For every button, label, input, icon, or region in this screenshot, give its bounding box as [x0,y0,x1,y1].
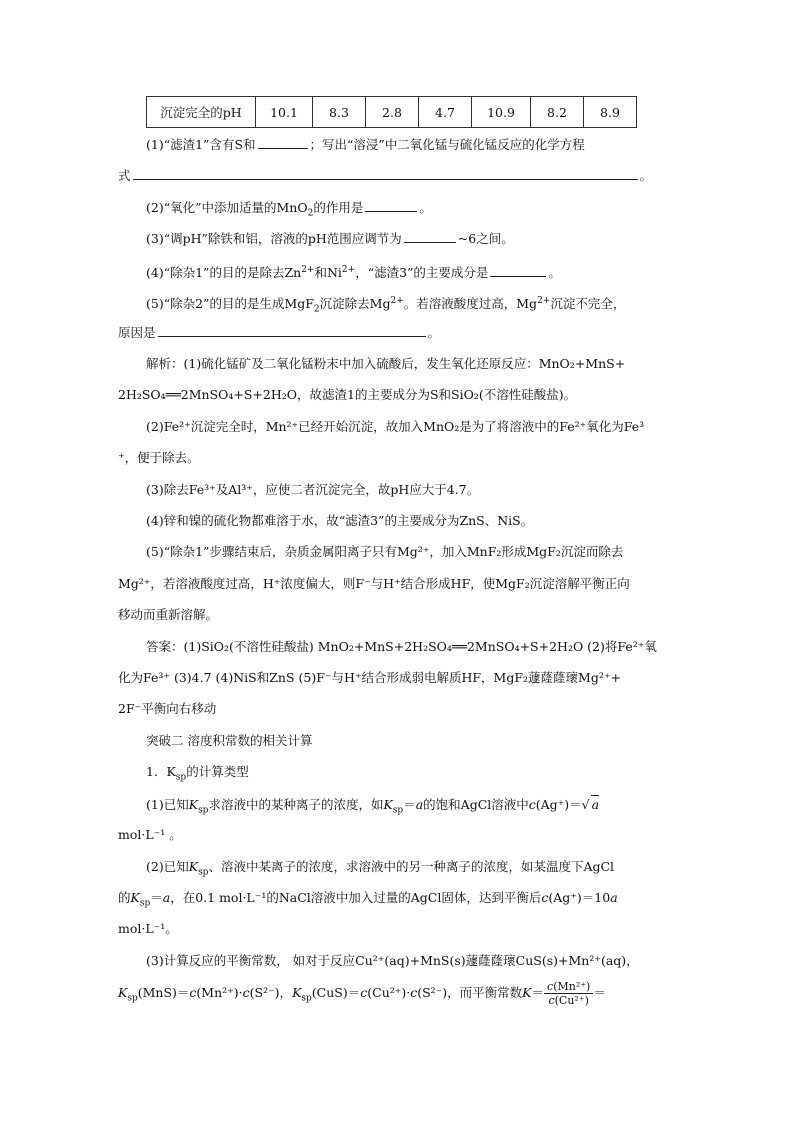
calc-2-cont: 的$K_{sp}=a$，在0.1 mol·L⁻¹的NaCl溶液中加入过量的AgCl固体，达到平衡后c(Ag⁺)＝10a [118,890,618,909]
answer-line-3: 2F⁻平衡向右移动 [118,701,217,716]
table-header-cell: 沉淀完全的pH [147,97,256,128]
section-title: 突破二 溶度积常数的相关计算 [146,733,313,748]
question-1-cont: 式 。 [118,168,653,183]
question-2: (2)“氧化”中添加适量的MnO$_2$的作用是 。 [146,200,432,219]
answer-blank[interactable] [404,229,456,243]
calc-1: (1)已知$K_{sp}$求溶液中的某种离子的浓度，如$K_{sp}=a$的饱和AgCl溶液中c(Ag⁺)＝√ a [146,797,600,816]
section-subtitle: 1．$K_{sp}$的计算类型 [146,764,249,783]
answer-blank[interactable] [158,323,426,337]
question-5-cont: 原因是 。 [118,325,441,340]
analysis-3: (3)除去Fe³⁺及Al³⁺，应使二者沉淀完全，故pH应大于4.7。 [146,482,480,497]
table-cell: 8.3 [313,97,366,128]
table-cell: 10.1 [256,97,313,128]
question-5: (5)“除杂2”的目的是生成MgF$_2$沉淀除去$Mg^{2+}$。若溶液酸度过高，$Mg^{2+}$沉淀不完全， [146,296,626,315]
analysis-5-cont: Mg²⁺，若溶液酸度过高，H⁺浓度偏大，则F⁻与H⁺结合形成HF，使MgF₂沉淀溶解平衡正向 [118,576,630,591]
question-1: (1)“滤渣1”含有S和 ；写出“溶浸”中二氧化锰与硫化锰反应的化学方程 [146,137,585,152]
answer-blank[interactable] [258,135,308,149]
question-4: (4)“除杂1”的目的是除去$Zn^{2+}$和$Ni^{2+}$，“滤渣3”的主要成分是 。 [146,265,561,281]
analysis-1: 解析：(1)硫化锰矿及二氧化锰粉末中加入硫酸后，发生氧化还原反应：MnO₂+MnS+ [146,356,626,371]
calc-1-cont: mol·L⁻¹ 。 [118,827,182,842]
answer-line-1: 答案：(1)SiO₂(不溶性硅酸盐) MnO₂+MnS+2H₂SO₄══2MnSO₄+S+2H₂O (2)将Fe²⁺氧 [146,639,657,654]
ph-table [146,96,637,128]
calc-3: (3)计算反应的平衡常数， 如对于反应Cu²⁺(aq)+MnS(s)蘧蕯蕯瓌CuS(s)+Mn²⁺(aq)， [146,953,639,968]
table-cell: 8.2 [531,97,584,128]
equilibrium-fraction: $\frac{\text{c(Mn²⁺)}}{\text{c(Cu²⁺)}}$ [544,980,593,1007]
table-cell: 4.7 [419,97,472,128]
calc-2-cont2: mol·L⁻¹。 [118,921,178,936]
answer-blank[interactable] [490,263,546,277]
question-3: (3)“调pH”除铁和铝，溶液的pH范围应调节为 ~6之间。 [146,231,514,246]
answer-line-2: 化为Fe³⁺ (3)4.7 (4)NiS和ZnS (5)F⁻与H⁺结合形成弱电解质HF，MgF₂蘧蕯蕯瓌Mg²⁺+ [118,670,621,685]
answer-blank[interactable] [365,198,417,212]
analysis-2: (2)Fe²⁺沉淀完全时，Mn²⁺已经开始沉淀，故加入MnO₂是为了将溶液中的Fe²⁺氧化为Fe³ [146,419,645,434]
answer-blank[interactable] [133,166,638,180]
analysis-5: (5)“除杂1”步骤结束后，杂质金属阳离子只有Mg²⁺，加入MnF₂形成MgF₂沉淀而除去 [146,544,624,559]
sqrt-symbol: a [591,797,600,812]
analysis-2-cont: ⁺，便于除去。 [118,450,200,465]
table-cell: 8.9 [584,97,637,128]
calc-3-cont: $K_{sp}(MnS)=c(Mn^{2+})\cdot c(S^{2-})$，$K_{sp}(CuS)=c(Cu^{2+})\cdot c(S^{2-})$，而平衡常数K＝ $\frac{\text{c(Mn²⁺)}}{\text{c(Cu²⁺)}}$ ＝ [118,980,606,1007]
analysis-4: (4)锌和镍的硫化物都难溶于水，故“滤渣3”的主要成分为ZnS、NiS。 [146,513,534,528]
calc-2: (2)已知$K_{sp}$、溶液中某离子的浓度，求溶液中的另一种离子的浓度，如某温度下AgCl [146,859,615,878]
table-cell: 10.9 [472,97,531,128]
analysis-5-cont2: 移动而重新溶解。 [118,607,219,622]
table-cell: 2.8 [366,97,419,128]
table-row [147,97,637,128]
analysis-1-cont: 2H₂SO₄══2MnSO₄+S+2H₂O，故滤渣1的主要成分为S和SiO₂(不溶性硅酸盐)。 [118,387,577,402]
